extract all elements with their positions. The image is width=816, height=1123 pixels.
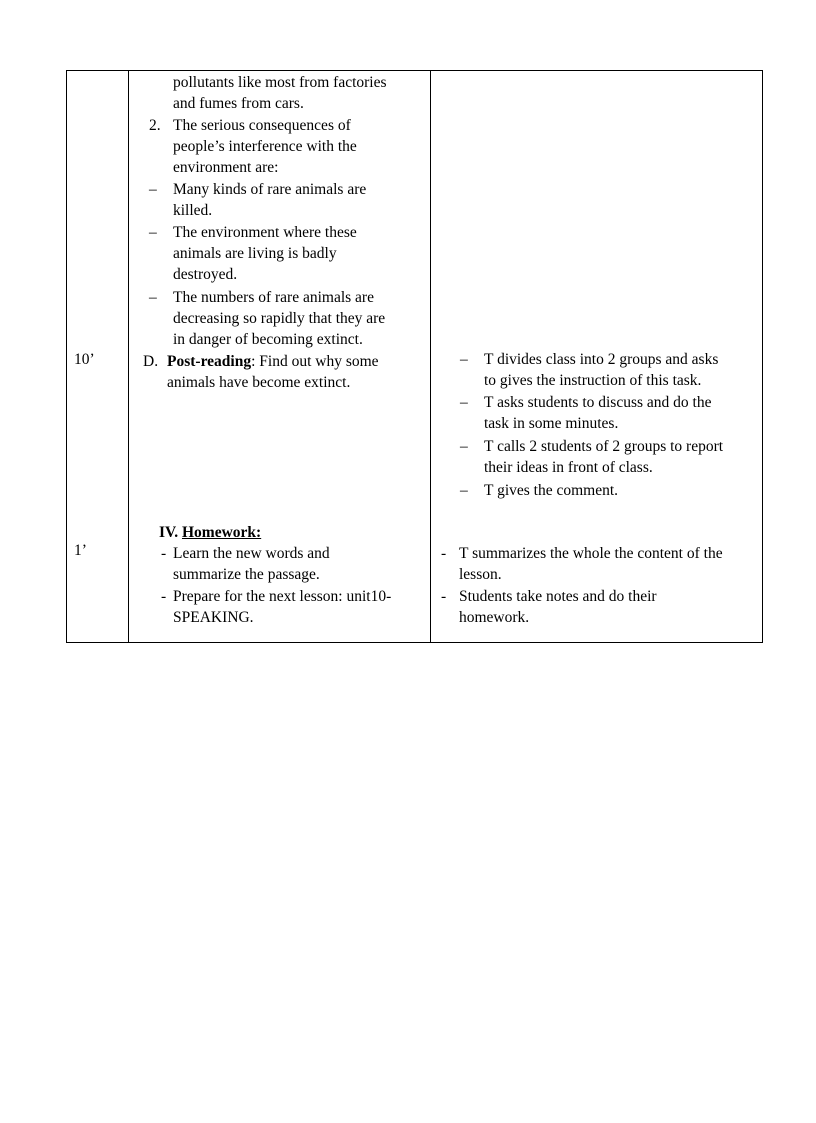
step-1-dash: – — [460, 351, 468, 368]
consequence-1-dash: – — [149, 181, 157, 198]
post-reading-text-2: animals have become extinct. — [167, 374, 351, 391]
consequence-1-line-1: Many kinds of rare animals are — [173, 181, 367, 198]
step-4-dash: – — [460, 482, 468, 499]
homework-item-1-dash: - — [161, 545, 167, 562]
step-2-line-1: T asks students to discuss and do the — [484, 394, 712, 411]
homework-step-1-dash: - — [441, 545, 447, 562]
post-reading-text-1: : Find out why some — [251, 353, 379, 370]
item-2-number: 2. — [149, 117, 161, 134]
consequence-2-dash: – — [149, 224, 157, 241]
consequence-3-line-1: The numbers of rare animals are — [173, 289, 374, 306]
step-3-line-1: T calls 2 students of 2 groups to report — [484, 438, 724, 455]
consequence-2-line-1: The environment where these — [173, 224, 357, 241]
step-1-line-1: T divides class into 2 groups and asks — [484, 351, 719, 368]
pollutants-line-2: and fumes from cars. — [173, 95, 304, 112]
homework-step-2-line-1: Students take notes and do their — [459, 588, 657, 605]
time-column — [67, 71, 129, 642]
step-3-line-2: their ideas in front of class. — [484, 459, 653, 476]
consequence-3-dash: – — [149, 289, 157, 306]
step-1-line-2: to gives the instruction of this task. — [484, 372, 702, 389]
consequence-3-line-3: in danger of becoming extinct. — [173, 331, 363, 348]
homework-title: Homework: — [181, 524, 262, 541]
item-2-line-2: people’s interference with the — [173, 138, 357, 155]
lesson-plan-table — [66, 70, 763, 643]
item-2-line-3: environment are: — [173, 159, 279, 176]
consequence-2-line-3: destroyed. — [173, 266, 238, 283]
step-4-line-1: T gives the comment. — [484, 482, 619, 499]
homework-item-2-dash: - — [161, 588, 167, 605]
post-reading-title: Post-reading — [167, 353, 252, 370]
homework-time: 1’ — [74, 542, 87, 559]
homework-step-1-line-1: T summarizes the whole the content of the — [459, 545, 723, 562]
pollutants-line-1: pollutants like most from factories — [173, 74, 387, 91]
homework-item-1-line-2: summarize the passage. — [173, 566, 320, 583]
homework-heading — [159, 522, 261, 543]
content-column — [128, 71, 431, 642]
consequence-1-line-2: killed. — [173, 202, 213, 219]
item-2-line-1: The serious consequences of — [173, 117, 351, 134]
homework-number: IV. — [159, 524, 179, 541]
homework-item-1-line-1: Learn the new words and — [173, 545, 330, 562]
homework-step-2-dash: - — [441, 588, 447, 605]
homework-item-2-line-1: Prepare for the next lesson: unit10- — [173, 588, 392, 605]
step-2-line-2: task in some minutes. — [484, 415, 619, 432]
homework-item-2-line-2: SPEAKING. — [173, 609, 254, 626]
step-3-dash: – — [460, 438, 468, 455]
step-2-dash: – — [460, 394, 468, 411]
consequence-2-line-2: animals are living is badly — [173, 245, 337, 262]
post-reading-letter: D. — [143, 353, 159, 370]
post-reading-time: 10’ — [74, 351, 95, 368]
homework-step-2-line-2: homework. — [459, 609, 530, 626]
consequence-3-line-2: decreasing so rapidly that they are — [173, 310, 386, 327]
post-reading-line-1 — [167, 351, 379, 372]
activity-column — [431, 71, 762, 642]
homework-step-1-line-2: lesson. — [459, 566, 502, 583]
